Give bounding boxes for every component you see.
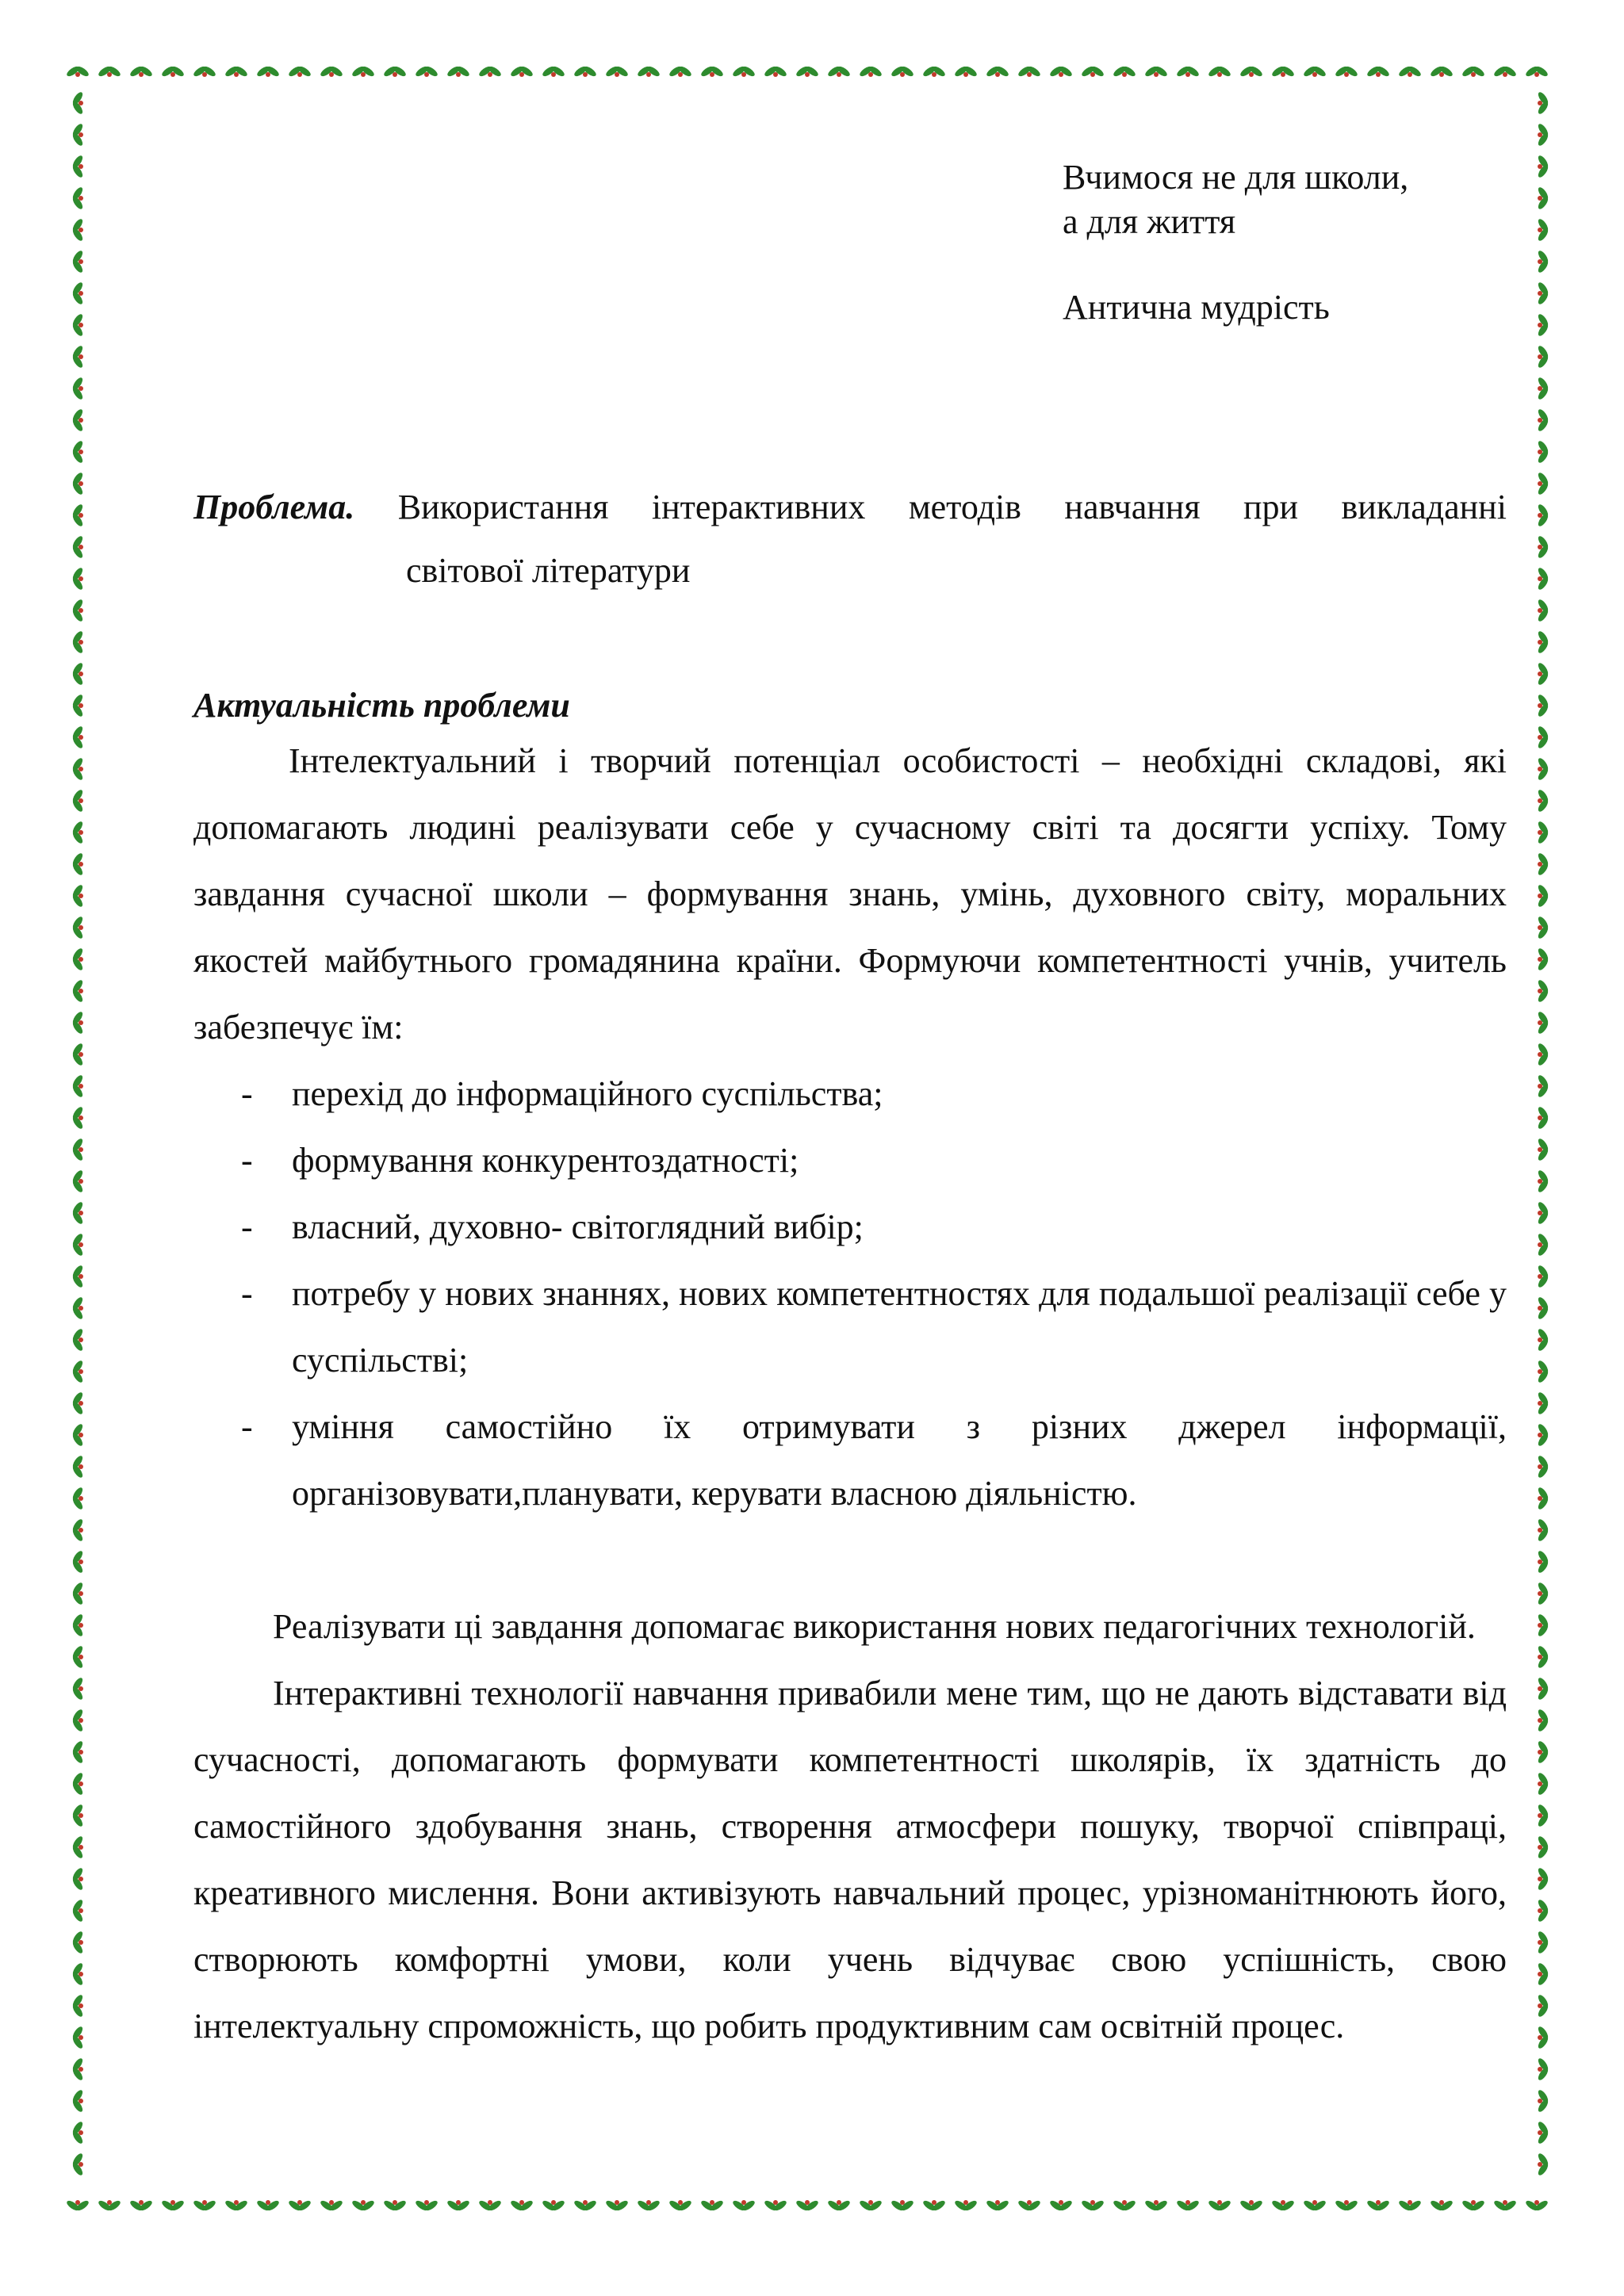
holly-sprig — [1537, 1771, 1550, 1796]
epigraph-source: Антична мудрість — [1063, 288, 1330, 327]
holly-sprig — [1537, 598, 1550, 622]
holly-sprig — [71, 503, 85, 527]
holly-sprig — [224, 2199, 248, 2213]
holly-sprig — [71, 534, 85, 559]
holly-sprig — [160, 2199, 185, 2213]
holly-sprig — [1537, 693, 1550, 718]
relevance-intro-paragraph: Інтелектуальний і творчий потенціал особистості – необхідні складові, які допомагають людині реалізувати себе у сучасному світі та досягти успіху. Тому завдання сучасної школи – формування знань, умінь, духовного світу, моральних якостей майбутнього громадянина країни. Формуючи компетентності учнів, учитель забезпечує їм: — [193, 741, 1507, 1047]
holly-sprig — [985, 2199, 1009, 2213]
holly-sprig — [287, 2199, 312, 2213]
holly-sprig — [71, 1771, 85, 1796]
holly-sprig — [71, 598, 85, 622]
holly-sprig — [71, 1581, 85, 1605]
holly-sprig — [1461, 2199, 1485, 2213]
holly-sprig — [71, 186, 85, 210]
holly-sprig — [71, 1169, 85, 1193]
holly-sprig — [71, 1422, 85, 1447]
holly-sprig — [826, 65, 851, 78]
holly-sprig — [71, 1295, 85, 1320]
problem-word: Використання — [397, 488, 609, 526]
holly-sprig — [509, 65, 534, 78]
holly-sprig — [1207, 2199, 1231, 2213]
holly-sprig — [636, 2199, 661, 2213]
holly-sprig — [763, 65, 787, 78]
holly-sprig — [71, 1676, 85, 1701]
holly-sprig — [1537, 2025, 1550, 2049]
holly-sprig — [921, 65, 946, 78]
holly-sprig — [1461, 65, 1485, 78]
holly-sprig — [1429, 2199, 1454, 2213]
list-item — [193, 1061, 1507, 1127]
holly-sprig — [71, 1739, 85, 1764]
holly-sprig — [71, 312, 85, 337]
holly-sprig — [1537, 1422, 1550, 1447]
holly-sprig — [1080, 2199, 1105, 2213]
holly-sprig — [224, 65, 248, 78]
holly-sprig — [71, 1264, 85, 1288]
holly-sprig — [1537, 534, 1550, 559]
holly-sprig — [1537, 915, 1550, 939]
holly-sprig — [128, 65, 153, 78]
holly-sprig — [71, 883, 85, 908]
holly-sprig — [71, 249, 85, 274]
holly-sprig — [255, 65, 280, 78]
holly-sprig — [1302, 65, 1327, 78]
holly-sprig — [1537, 851, 1550, 876]
holly-sprig — [71, 1010, 85, 1035]
holly-sprig — [1270, 2199, 1295, 2213]
holly-sprig — [509, 2199, 534, 2213]
holly-sprig — [1537, 1835, 1550, 1859]
list-item-text: потребу у нових знаннях, нових компетентностях для подальшої реалізації себе у суспільстві; — [292, 1274, 1507, 1380]
holly-sprig — [1270, 65, 1295, 78]
holly-sprig — [71, 978, 85, 1003]
holly-sprig — [1537, 1644, 1550, 1669]
holly-sprig — [1537, 2088, 1550, 2113]
holly-sprig — [1365, 65, 1390, 78]
list-item — [193, 1194, 1507, 1261]
holly-sprig — [71, 1137, 85, 1161]
holly-sprig — [1537, 471, 1550, 496]
holly-sprig — [731, 65, 756, 78]
holly-sprig — [71, 2025, 85, 2049]
list-item — [193, 1394, 1507, 1527]
holly-sprig — [1429, 65, 1454, 78]
holly-sprig — [71, 1961, 85, 1986]
holly-sprig — [160, 65, 185, 78]
duties-list — [193, 1061, 1507, 1527]
holly-sprig — [446, 2199, 470, 2213]
holly-sprig — [1537, 90, 1550, 115]
holly-sprig — [1143, 65, 1168, 78]
holly-sprig — [71, 471, 85, 496]
holly-sprig — [1537, 1803, 1550, 1827]
holly-sprig — [890, 65, 914, 78]
list-item-text: перехід до інформаційного суспільства; — [292, 1074, 883, 1113]
holly-sprig — [71, 566, 85, 591]
holly-sprig — [1537, 1010, 1550, 1035]
holly-sprig — [1537, 312, 1550, 337]
holly-sprig — [1143, 2199, 1168, 2213]
holly-sprig — [71, 1993, 85, 2018]
holly-sprig — [1537, 281, 1550, 305]
holly-sprig — [858, 2199, 883, 2213]
holly-sprig — [1537, 2152, 1550, 2176]
holly-sprig — [71, 1200, 85, 1225]
holly-sprig — [1017, 65, 1041, 78]
holly-sprig — [71, 693, 85, 718]
holly-sprig — [71, 1327, 85, 1352]
holly-sprig — [953, 2199, 978, 2213]
holly-sprig — [71, 1359, 85, 1383]
holly-sprig — [1537, 2057, 1550, 2081]
holly-sprig — [1537, 376, 1550, 400]
holly-sprig — [71, 915, 85, 939]
holly-sprig — [350, 2199, 375, 2213]
holly-sprig — [1537, 154, 1550, 178]
holly-sprig — [826, 2199, 851, 2213]
holly-sprig — [1537, 947, 1550, 971]
holly-sprig — [668, 2199, 692, 2213]
holly-sprig — [71, 629, 85, 654]
holly-sprig — [71, 851, 85, 876]
holly-sprig — [858, 65, 883, 78]
holly-sprig — [97, 2199, 121, 2213]
holly-sprig — [699, 65, 724, 78]
closing-paragraphs — [193, 1594, 1507, 2060]
holly-sprig — [71, 376, 85, 400]
holly-sprig — [1537, 1105, 1550, 1130]
holly-sprig — [1239, 2199, 1263, 2213]
holly-sprig — [1048, 2199, 1073, 2213]
holly-sprig — [1492, 2199, 1517, 2213]
holly-sprig — [319, 2199, 343, 2213]
holly-sprig — [71, 1042, 85, 1066]
holly-sprig — [1537, 408, 1550, 432]
holly-sprig — [1175, 65, 1200, 78]
relevance-body — [193, 728, 1507, 1527]
problem-word: викладанні — [1341, 488, 1507, 526]
holly-sprig — [67, 65, 90, 78]
holly-sprig — [763, 2199, 787, 2213]
holly-sprig — [1537, 1137, 1550, 1161]
holly-sprig — [350, 65, 375, 78]
holly-sprig — [71, 2120, 85, 2145]
holly-sprig — [71, 2088, 85, 2113]
holly-sprig — [1537, 439, 1550, 464]
epigraph-line-1: Вчимося не для школи, — [1063, 158, 1409, 197]
holly-sprig — [71, 1517, 85, 1542]
holly-sprig — [71, 788, 85, 813]
list-item-text: уміння самостійно їх отримувати з різних джерел інформації, організовувати,планувати, керувати власною діяльністю. — [292, 1407, 1507, 1513]
holly-sprig — [1524, 2199, 1549, 2213]
holly-sprig — [1207, 65, 1231, 78]
holly-sprig — [573, 2199, 597, 2213]
holly-sprig — [446, 65, 470, 78]
holly-sprig — [192, 2199, 216, 2213]
holly-sprig — [71, 154, 85, 178]
holly-sprig — [71, 1803, 85, 1827]
list-dash: - — [241, 1074, 253, 1113]
list-dash: - — [241, 1274, 253, 1313]
holly-sprig — [541, 2199, 565, 2213]
holly-sprig — [1537, 2120, 1550, 2145]
holly-sprig — [477, 65, 502, 78]
holly-sprig — [1537, 1549, 1550, 1574]
holly-sprig — [1537, 883, 1550, 908]
holly-sprig — [319, 65, 343, 78]
list-item-text: власний, духовно- світоглядний вибір; — [292, 1207, 864, 1246]
holly-sprig — [1537, 1073, 1550, 1098]
holly-sprig — [636, 65, 661, 78]
holly-sprig — [1175, 2199, 1200, 2213]
holly-sprig — [1397, 2199, 1422, 2213]
holly-sprig — [1537, 1581, 1550, 1605]
holly-sprig — [1537, 1232, 1550, 1257]
holly-sprig — [1537, 725, 1550, 749]
holly-sprig — [1537, 756, 1550, 781]
holly-sprig — [699, 2199, 724, 2213]
holly-sprig — [1537, 1613, 1550, 1637]
holly-sprig — [1537, 503, 1550, 527]
holly-sprig — [1537, 1391, 1550, 1415]
problem-word: методів — [908, 488, 1021, 526]
holly-sprig — [1537, 1739, 1550, 1764]
holly-sprig — [71, 1486, 85, 1510]
holly-sprig — [382, 2199, 407, 2213]
holly-sprig — [795, 65, 819, 78]
holly-sprig — [71, 756, 85, 781]
problem-word: інтерактивних — [651, 488, 866, 526]
holly-sprig — [1537, 1264, 1550, 1288]
holly-sprig — [414, 65, 439, 78]
holly-sprig — [477, 2199, 502, 2213]
holly-sprig — [71, 1930, 85, 1954]
holly-sprig — [71, 122, 85, 147]
holly-sprig — [1537, 1993, 1550, 2018]
holly-sprig — [71, 217, 85, 242]
holly-sprig — [1397, 65, 1422, 78]
holly-sprig — [731, 2199, 756, 2213]
holly-sprig — [1537, 122, 1550, 147]
holly-sprig — [1537, 1961, 1550, 1986]
holly-sprig — [71, 90, 85, 115]
problem-line-1 — [193, 485, 1507, 530]
relevance-heading: Актуальність проблеми — [193, 686, 570, 725]
holly-sprig — [71, 408, 85, 432]
holly-sprig — [71, 1835, 85, 1859]
holly-sprig — [1334, 2199, 1358, 2213]
list-item — [193, 1127, 1507, 1194]
epigraph-line-2: а для життя — [1063, 202, 1236, 241]
holly-sprig — [1080, 65, 1105, 78]
holly-sprig — [1537, 788, 1550, 813]
holly-sprig — [71, 1073, 85, 1098]
problem-line-2: світової літератури — [406, 551, 691, 590]
holly-sprig — [604, 65, 629, 78]
holly-sprig — [192, 65, 216, 78]
holly-sprig — [1537, 186, 1550, 210]
holly-sprig — [1537, 820, 1550, 844]
holly-sprig — [71, 1232, 85, 1257]
holly-sprig — [1239, 65, 1263, 78]
holly-sprig — [1537, 1327, 1550, 1352]
holly-sprig — [71, 661, 85, 686]
holly-sprig — [71, 281, 85, 305]
epigraph — [1063, 155, 1408, 330]
holly-sprig — [71, 1454, 85, 1479]
holly-sprig — [71, 947, 85, 971]
holly-sprig — [382, 65, 407, 78]
list-dash: - — [241, 1207, 253, 1246]
holly-sprig — [1334, 65, 1358, 78]
holly-sprig — [71, 1105, 85, 1130]
holly-sprig — [71, 344, 85, 369]
holly-sprig — [1492, 65, 1517, 78]
paragraph-interactive: Інтерактивні технології навчання привабили мене тим, що не дають відставати від сучасності, допомагають формувати компетентності школярів, їх здатність до самостійного здобування знань, створення атмосфери пошуку, творчої співпраці, креативного мислення. Вони активізують навчальний процес, урізноманітнюють його, створюють комфортні умови, коли учень відчуває свою успішність, свою інтелектуальну спроможність, що робить продуктивним сам освітній процес. — [193, 1674, 1507, 2045]
holly-sprig — [71, 1866, 85, 1891]
list-dash: - — [241, 1141, 253, 1180]
holly-sprig — [71, 1391, 85, 1415]
holly-sprig — [1537, 249, 1550, 274]
holly-sprig — [1537, 217, 1550, 242]
holly-sprig — [71, 2152, 85, 2176]
holly-sprig — [1537, 1676, 1550, 1701]
holly-sprig — [541, 65, 565, 78]
holly-sprig — [1537, 1295, 1550, 1320]
holly-sprig — [1537, 1454, 1550, 1479]
holly-sprig — [1112, 2199, 1136, 2213]
holly-sprig — [1112, 65, 1136, 78]
problem-label: Проблема. — [193, 488, 355, 526]
holly-sprig — [1537, 978, 1550, 1003]
holly-sprig — [71, 439, 85, 464]
holly-sprig — [1537, 1042, 1550, 1066]
holly-sprig — [97, 65, 121, 78]
holly-sprig — [1524, 65, 1549, 78]
holly-sprig — [71, 1898, 85, 1923]
holly-sprig — [1537, 1486, 1550, 1510]
holly-sprig — [668, 65, 692, 78]
holly-sprig — [71, 1708, 85, 1732]
holly-sprig — [953, 65, 978, 78]
holly-sprig — [1048, 65, 1073, 78]
holly-sprig — [1302, 2199, 1327, 2213]
holly-sprig — [1537, 1517, 1550, 1542]
holly-sprig — [921, 2199, 946, 2213]
problem-word: навчання — [1064, 488, 1201, 526]
holly-sprig — [1537, 1708, 1550, 1732]
holly-sprig — [890, 2199, 914, 2213]
holly-sprig — [985, 65, 1009, 78]
holly-sprig — [1537, 566, 1550, 591]
holly-sprig — [573, 65, 597, 78]
holly-sprig — [1537, 1200, 1550, 1225]
holly-sprig — [255, 2199, 280, 2213]
paragraph-technologies: Реалізувати ці завдання допомагає використання нових педагогічних технологій. — [273, 1607, 1476, 1646]
holly-sprig — [604, 2199, 629, 2213]
list-item — [193, 1261, 1507, 1394]
holly-sprig — [1365, 2199, 1390, 2213]
holly-sprig — [1537, 1866, 1550, 1891]
holly-sprig — [1537, 661, 1550, 686]
problem-word: при — [1243, 488, 1299, 526]
holly-sprig — [67, 2199, 90, 2213]
holly-sprig — [414, 2199, 439, 2213]
list-item-text: формування конкурентоздатності; — [292, 1141, 799, 1180]
holly-sprig — [71, 725, 85, 749]
holly-sprig — [71, 2057, 85, 2081]
holly-sprig — [1537, 1930, 1550, 1954]
holly-sprig — [71, 820, 85, 844]
holly-sprig — [1537, 1898, 1550, 1923]
holly-sprig — [287, 65, 312, 78]
holly-sprig — [71, 1549, 85, 1574]
holly-sprig — [1537, 1359, 1550, 1383]
holly-sprig — [71, 1613, 85, 1637]
holly-sprig — [1537, 1169, 1550, 1193]
problem-statement — [193, 485, 1507, 593]
holly-sprig — [1537, 344, 1550, 369]
holly-sprig — [71, 1644, 85, 1669]
holly-sprig — [1537, 629, 1550, 654]
holly-sprig — [795, 2199, 819, 2213]
holly-sprig — [128, 2199, 153, 2213]
list-dash: - — [241, 1407, 253, 1446]
holly-sprig — [1017, 2199, 1041, 2213]
